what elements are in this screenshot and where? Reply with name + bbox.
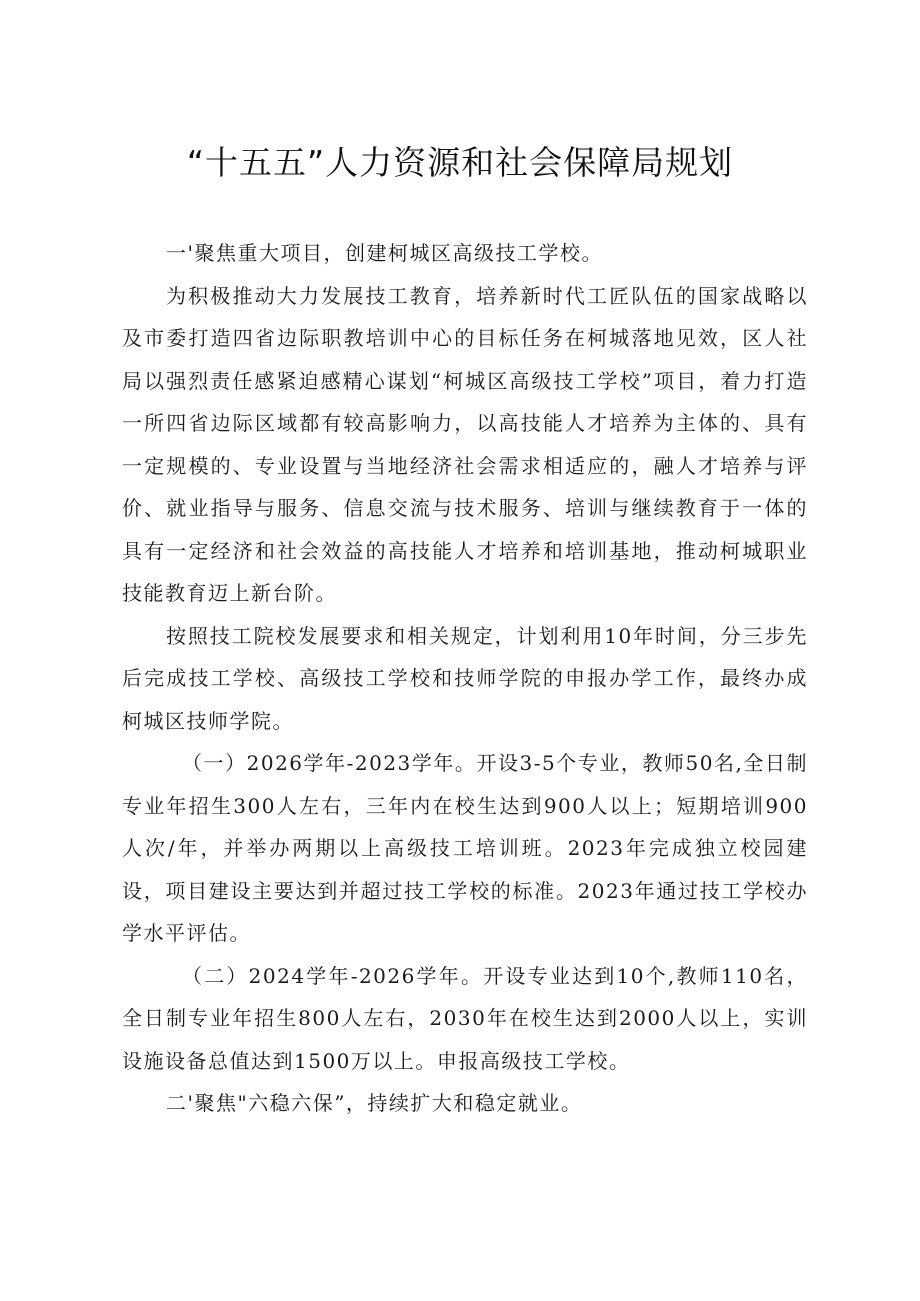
section-heading-1: 一'聚焦重大项目，创建柯城区高级技工学校。 [166,241,603,265]
document-body [122,232,808,1125]
section-heading-2: 二'聚焦"六稳六保”，持续扩大和稳定就业。 [166,1091,583,1115]
paragraph-phase-two: （二）2024学年-2026学年。开设专业达到10个,教师110名，全日制专业年招生800人左右，2030年在校生达到2000人以上，实训设施设备总值达到1500万以上。申报高级技工学校。 [122,963,808,1073]
paragraph-project-intro: 为积极推动大力发展技工教育，培养新时代工匠队伍的国家战略以及市委打造四省边际职教培训中心的目标任务在柯城落地见效，区人社局以强烈责任感紧迫感精心谋划“柯城区高级技工学校”项目，着力打造一所四省边际区域都有较高影响力，以高技能人才培养为主体的、具有一定规模的、专业设置与当地经济社会需求相适应的，融人才培养与评价、就业指导与服务、信息交流与技术服务、培训与继续教育于一体的具有一定经济和社会效益的高技能人才培养和培训基地，推动柯城职业技能教育迈上新台阶。 [122,283,808,605]
document-title: “十五五”人力资源和社会保障局规划 [186,143,734,182]
paragraph-plan-steps: 按照技工院校发展要求和相关规定，计划利用10年时间，分三步先后完成技工学校、高级技工学校和技师学院的申报办学工作，最终办成柯城区技师学院。 [122,623,808,733]
paragraph-phase-one: （一）2026学年-2023学年。开设3-5个专业，教师50名,全日制专业年招生300人左右，三年内在校生达到900人以上；短期培训900人次/年，并举办两期以上高级技工培训班。2023年完成独立校园建设，项目建设主要达到并超过技工学校的标准。2023年通过技工学校办学水平评估。 [122,751,808,945]
